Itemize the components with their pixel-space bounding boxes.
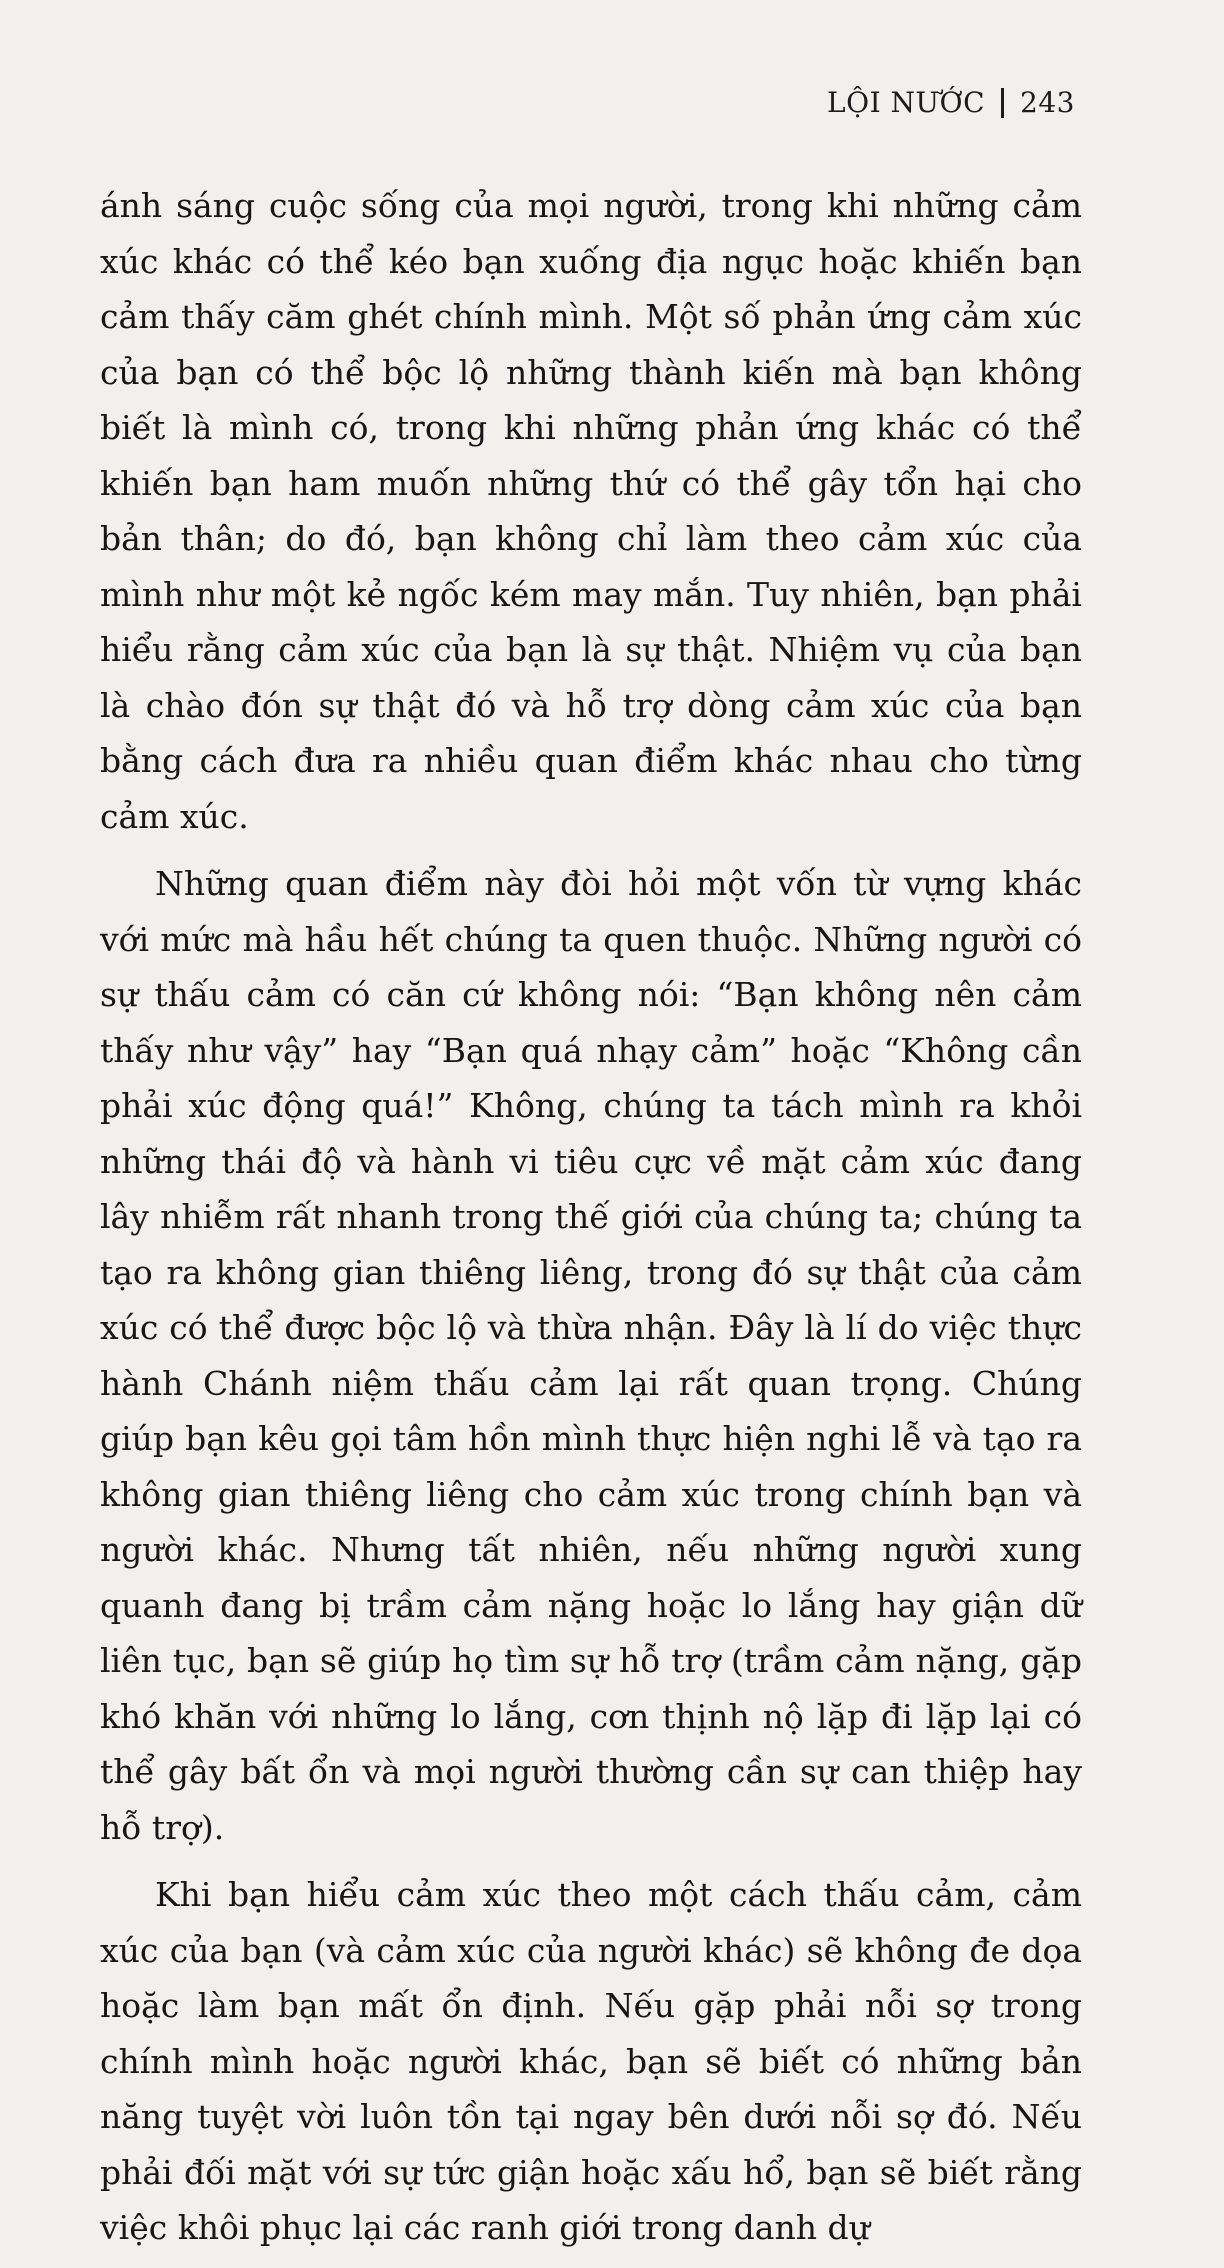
chapter-title: LỘI NƯỚC [827,86,986,119]
running-header [827,86,1075,119]
paragraph-continued: ánh sáng cuộc sống của mọi người, trong khi những cảm xúc khác có thể kéo bạn xuống địa ngục hoặc khiến bạn cảm thấy căm ghét chính mình. Một số phản ứng cảm xúc của bạn có thể bộc lộ những thành kiến mà bạn không biết là mình có, trong khi những phản ứng khác có thể khiến bạn ham muốn những thứ có thể gây tổn hại cho bản thân; do đó, bạn không chỉ làm theo cảm xúc của mình như một kẻ ngốc kém may mắn. Tuy nhiên, bạn phải hiểu rằng cảm xúc của bạn là sự thật. Nhiệm vụ của bạn là chào đón sự thật đó và hỗ trợ dòng cảm xúc của bạn bằng cách đưa ra nhiều quan điểm khác nhau cho từng cảm xúc. [100,186,1082,836]
header-separator [1001,88,1004,118]
page-number: 243 [1020,86,1075,119]
paragraph: Khi bạn hiểu cảm xúc theo một cách thấu cảm, cảm xúc của bạn (và cảm xúc của người khác) sẽ không đe dọa hoặc làm bạn mất ổn định. Nếu gặp phải nỗi sợ trong chính mình hoặc người khác, bạn sẽ biết có những bản năng tuyệt vời luôn tồn tại ngay bên dưới nỗi sợ đó. Nếu phải đối mặt với sự tức giận hoặc xấu hổ, bạn sẽ biết rằng việc khôi phục lại các ranh giới trong danh dự [100,1875,1082,2247]
paragraph: Những quan điểm này đòi hỏi một vốn từ vựng khác với mức mà hầu hết chúng ta quen thuộc. Những người có sự thấu cảm có căn cứ không nói: “Bạn không nên cảm thấy như vậy” hay “Bạn quá nhạy cảm” hoặc “Không cần phải xúc động quá!” Không, chúng ta tách mình ra khỏi những thái độ và hành vi tiêu cực về mặt cảm xúc đang lây nhiễm rất nhanh trong thế giới của chúng ta; chúng ta tạo ra không gian thiêng liêng, trong đó sự thật của cảm xúc có thể được bộc lộ và thừa nhận. Đây là lí do việc thực hành Chánh niệm thấu cảm lại rất quan trọng. Chúng giúp bạn kêu gọi tâm hồn mình thực hiện nghi lễ và tạo ra không gian thiêng liêng cho cảm xúc trong chính bạn và người khác. Nhưng tất nhiên, nếu những người xung quanh đang bị trầm cảm nặng hoặc lo lắng hay giận dữ liên tục, bạn sẽ giúp họ tìm sự hỗ trợ (trầm cảm nặng, gặp khó khăn với những lo lắng, cơn thịnh nộ lặp đi lặp lại có thể gây bất ổn và mọi người thường cần sự can thiệp hay hỗ trợ). [100,864,1082,1847]
body-text [100,178,1082,2268]
